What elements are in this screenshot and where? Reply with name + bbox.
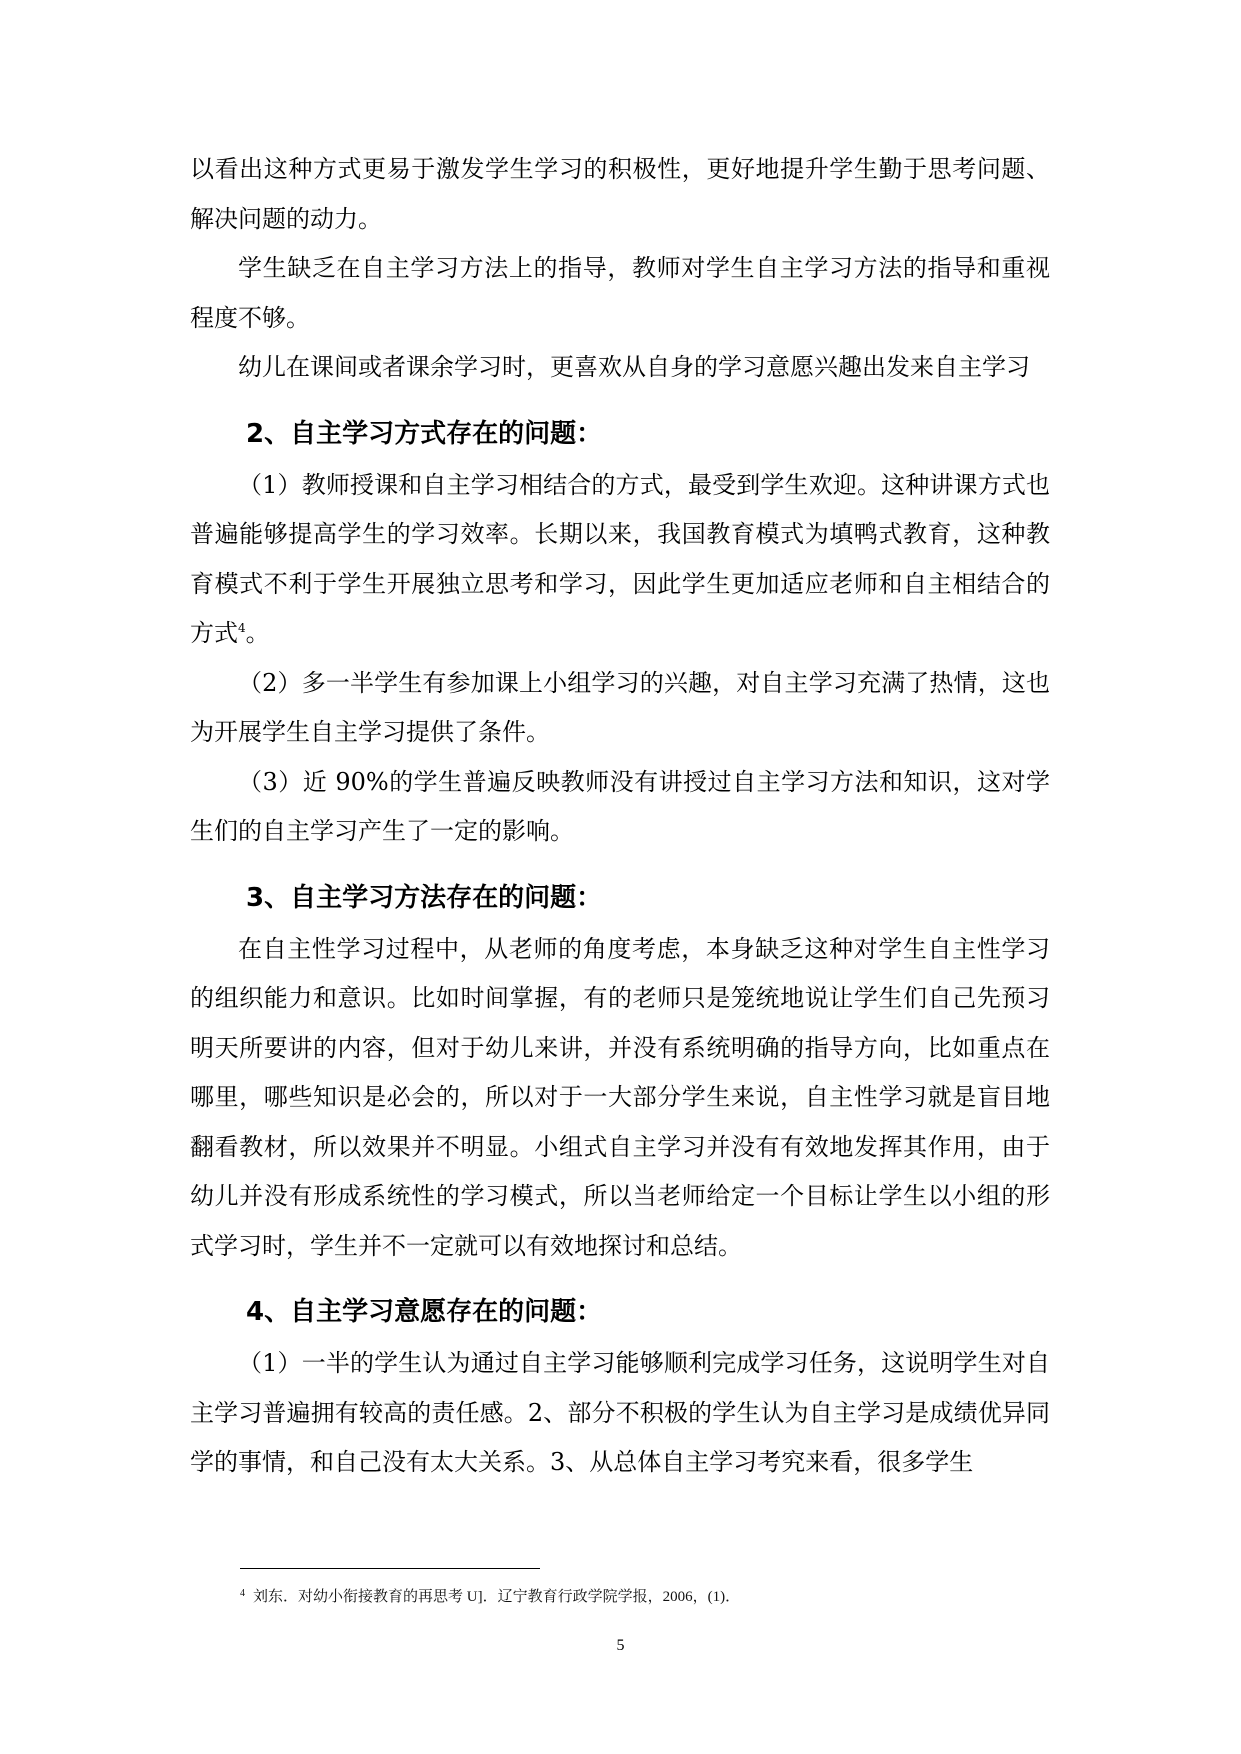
- footnote: [240, 1586, 1050, 1608]
- section-2-heading: 2、自主学习方式存在的问题：: [246, 418, 603, 449]
- body-text: [190, 145, 1050, 1488]
- section-3-paragraph: 在自主性学习过程中，从老师的角度考虑，本身缺乏这种对学生自主性学习的组织能力和意识。比如时间掌握，有的老师只是笼统地说让学生们自己先预习明天所要讲的内容，但对于幼儿来讲，并没有系统明确的指导方向，比如重点在哪里，哪些知识是必会的，所以对于一大部分学生来说，自主性学习就是盲目地翻看教材，所以效果并不明显。小组式自主学习并没有有效地发挥其作用，由于幼儿并没有形成系统性的学习模式，所以当老师给定一个目标让学生以小组的形式学习时，学生并不一定就可以有效地探讨和总结。: [190, 934, 1050, 1260]
- section-2-item-1-end: 。: [245, 619, 270, 647]
- intro-paragraph-3: 幼儿在课间或者课余学习时，更喜欢从自身的学习意愿兴趣出发来自主学习: [238, 353, 1030, 381]
- footnote-divider: [240, 1568, 540, 1569]
- section-4-paragraph: （1）一半的学生认为通过自主学习能够顺利完成学习任务，这说明学生对自主学习普遍拥有较高的责任感。2、部分不积极的学生认为自主学习是成绩优异同学的事情，和自己没有太大关系。3、从总体自主学习考究来看，很多学生: [190, 1349, 1050, 1476]
- section-2-item-1-text: （1）教师授课和自主学习相结合的方式，最受到学生欢迎。这种讲课方式也普遍能够提高学生的学习效率。长期以来，我国教育模式为填鸭式教育，这种教育模式不利于学生开展独立思考和学习，因此学生更加适应老师和自主相结合的方式: [190, 470, 1050, 647]
- section-4-heading: 4、自主学习意愿存在的问题：: [246, 1297, 603, 1327]
- footnote-number: 4: [240, 1588, 245, 1599]
- section-2-item-2: （2）多一半学生有参加课上小组学习的兴趣，对自主学习充满了热情，这也为开展学生自主学习提供了条件。: [190, 668, 1050, 746]
- footnote-text: 刘东．对幼小衔接教育的再思考 U]．辽宁教育行政学院学报，2006，(1)．: [253, 1589, 741, 1605]
- section-2-item-1: [190, 461, 1050, 659]
- section-2-item-3: （3）近 90%的学生普遍反映教师没有讲授过自主学习方法和知识，这对学生们的自主学习产生了一定的影响。: [190, 767, 1050, 845]
- page-number: 5: [616, 1637, 625, 1654]
- section-3-heading: 3、自主学习方法存在的问题：: [246, 882, 603, 913]
- intro-paragraph-1: 以看出这种方式更易于激发学生学习的积极性，更好地提升学生勤于思考问题、解决问题的动力。: [190, 155, 1050, 233]
- footnote-reference: 4: [238, 621, 246, 635]
- intro-paragraph-2: 学生缺乏在自主学习方法上的指导，教师对学生自主学习方法的指导和重视程度不够。: [190, 254, 1050, 332]
